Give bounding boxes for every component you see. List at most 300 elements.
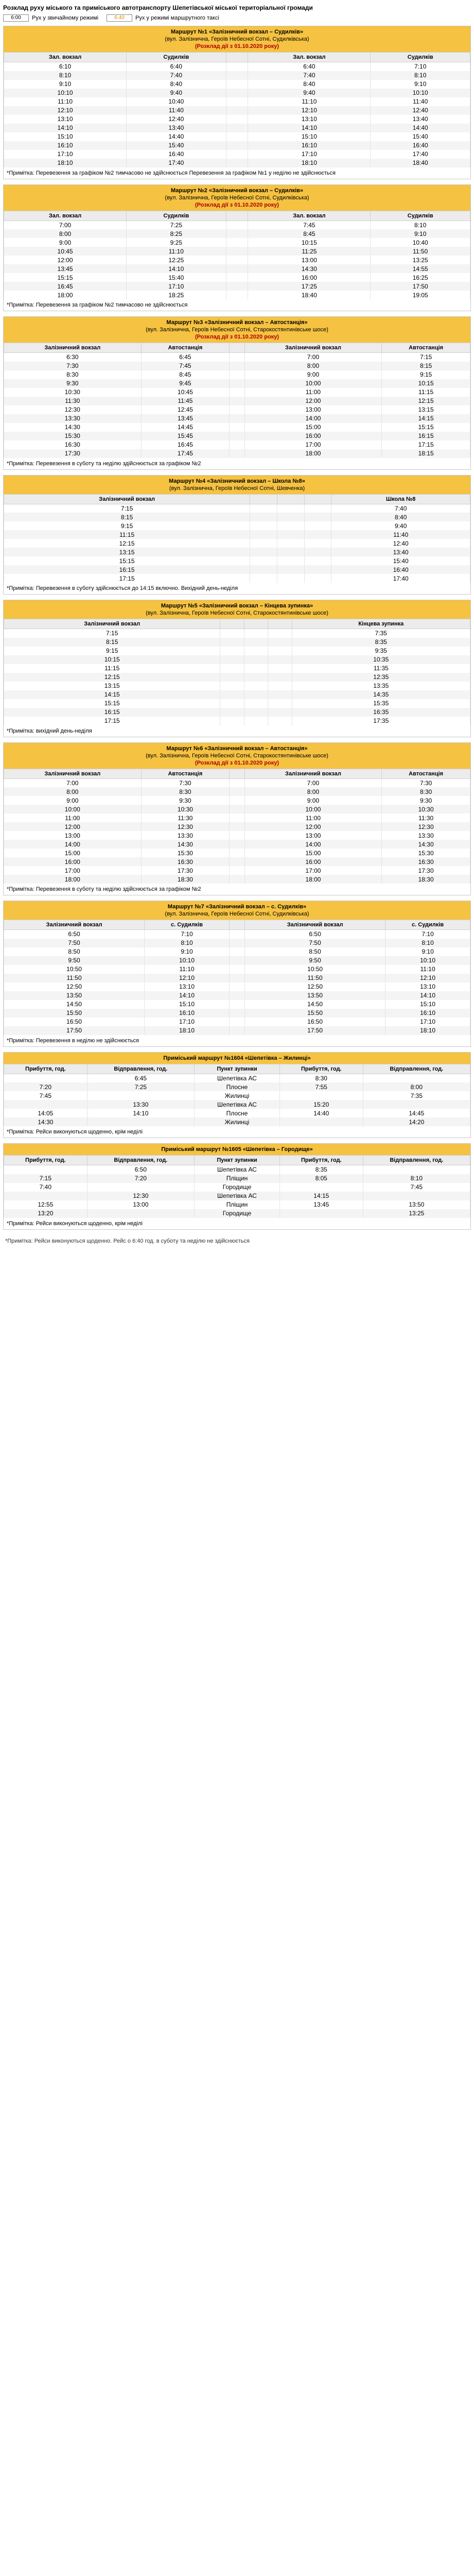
schedule-cell: [250, 521, 277, 530]
schedule-cell: 9:45: [141, 379, 230, 388]
schedule-cell: 12:40: [371, 106, 470, 115]
schedule-cell: 14:15: [382, 414, 470, 423]
schedule-cell: 8:30: [141, 787, 230, 796]
schedule-cell: 13:30: [4, 414, 142, 423]
schedule-cell: [277, 504, 304, 513]
schedule-cell: 14:50: [4, 1000, 145, 1009]
schedule-cell: 13:10: [145, 982, 230, 991]
route-path: (вул. Залізнична, Героїв Небесної Сотні, Старокостянтинівське шосе): [146, 610, 328, 616]
schedule-cell: [230, 353, 244, 362]
schedule-cell: 18:00: [244, 449, 382, 458]
schedule-cell: 12:30: [87, 1192, 194, 1200]
schedule-cell: 8:00: [4, 787, 142, 796]
schedule-cell: 7:30: [4, 362, 142, 370]
schedule-cell: [226, 282, 248, 291]
schedule-cell: [304, 548, 331, 556]
schedule-cell: 16:00: [4, 857, 142, 866]
schedule-cell: 7:35: [363, 1091, 470, 1100]
schedule-cell: 12:40: [127, 115, 226, 124]
schedule-cell: [229, 1026, 244, 1035]
schedule-cell: [229, 991, 244, 1000]
schedule-cell: 11:00: [244, 388, 382, 397]
schedule-cell: 12:30: [4, 405, 142, 414]
schedule-cell: 7:00: [244, 353, 382, 362]
schedule-cell: [277, 521, 304, 530]
schedule-cell: 6:30: [4, 353, 142, 362]
schedule-cell: 9:40: [331, 521, 470, 530]
schedule-cell: 11:00: [244, 814, 382, 822]
schedule-cell: 7:20: [4, 1082, 87, 1091]
schedule-cell: 15:15: [4, 556, 250, 565]
schedule-cell: 8:10: [145, 939, 230, 947]
schedule-cell: 8:25: [127, 229, 226, 238]
schedule-cell: 18:00: [4, 875, 142, 884]
legend-swatch-regular: 6:00: [3, 14, 29, 22]
schedule-table: [4, 619, 470, 725]
schedule-cell: [229, 1000, 244, 1009]
schedule-cell: 7:15: [382, 353, 470, 362]
schedule-cell: 14:10: [127, 264, 226, 273]
schedule-column-header: Зал. вокзал: [4, 53, 127, 62]
schedule-cell: 16:00: [248, 273, 371, 282]
schedule-cell: 10:10: [4, 89, 127, 97]
schedule-cell: 14:15: [4, 690, 220, 699]
schedule-cell: 7:10: [371, 62, 470, 71]
schedule-cell: 17:50: [245, 1026, 385, 1035]
schedule-cell: 12:15: [4, 539, 250, 548]
schedule-cell: [226, 221, 248, 229]
schedule-cell: 10:45: [141, 388, 230, 397]
schedule-cell: 12:00: [4, 256, 127, 264]
legend-label-regular: Рух у звичайному режимі: [32, 15, 99, 21]
schedule-cell: [244, 690, 268, 699]
schedule-cell: [244, 638, 268, 647]
schedule-cell: [304, 574, 331, 583]
schedule-cell: [277, 574, 304, 583]
schedule-row: [4, 1000, 470, 1009]
schedule-cell: 18:10: [4, 159, 127, 167]
schedule-column-header: [268, 619, 292, 629]
schedule-cell: 13:15: [4, 548, 250, 556]
schedule-row: [4, 965, 470, 974]
schedule-row: [4, 106, 470, 115]
schedule-cell: 13:00: [244, 405, 382, 414]
schedule-cell: 8:30: [279, 1074, 363, 1082]
schedule-row: [4, 565, 470, 574]
schedule-cell: 15:10: [248, 132, 371, 141]
schedule-cell: [226, 264, 248, 273]
schedule-column-header: [229, 920, 244, 930]
schedule-cell: [277, 539, 304, 548]
schedule-cell: [268, 664, 292, 673]
schedule-cell: 14:30: [382, 840, 470, 849]
schedule-cell: 14:10: [385, 991, 470, 1000]
schedule-cell: 16:50: [245, 1018, 385, 1026]
schedule-cell: 18:00: [244, 875, 382, 884]
schedule-cell: 8:35: [292, 638, 470, 647]
schedule-cell: 11:30: [382, 814, 470, 822]
schedule-cell: 16:25: [371, 273, 470, 282]
schedule-row: [4, 805, 470, 814]
route-block: [3, 475, 471, 595]
schedule-cell: 6:50: [87, 1165, 194, 1174]
schedule-row: [4, 1192, 470, 1200]
schedule-cell: 14:15: [279, 1192, 363, 1200]
schedule-column-header: Залізничний вокзал: [4, 769, 142, 778]
schedule-row: [4, 521, 470, 530]
schedule-cell: 6:50: [245, 930, 385, 939]
schedule-cell: 13:25: [371, 256, 470, 264]
schedule-cell: 9:15: [382, 370, 470, 379]
schedule-cell: 7:45: [4, 1091, 87, 1100]
schedule-row: [4, 115, 470, 124]
schedule-cell: [230, 362, 244, 370]
schedule-row: [4, 440, 470, 449]
schedule-row: [4, 97, 470, 106]
page-title: Розклад руху міського та приміського автотранспорту Шепетівської міської територіальної громади: [3, 4, 313, 11]
schedule-cell: [268, 699, 292, 708]
schedule-cell: 13:30: [141, 831, 230, 840]
schedule-cell: 9:35: [292, 647, 470, 655]
schedule-cell: [230, 432, 244, 440]
schedule-cell: 13:10: [385, 982, 470, 991]
schedule-cell: 17:45: [141, 449, 230, 458]
schedule-cell: [226, 124, 248, 132]
schedule-cell: [229, 965, 244, 974]
schedule-cell: [230, 778, 244, 787]
route-block: [3, 901, 471, 1047]
schedule-table: [4, 343, 470, 458]
schedule-row: [4, 1183, 470, 1192]
suburban-container: [3, 1052, 471, 1230]
schedule-row: [4, 1009, 470, 1018]
schedule-cell: [220, 717, 244, 725]
schedule-cell: 7:40: [127, 71, 226, 80]
schedule-cell: 14:05: [4, 1109, 87, 1117]
route-remark: *Примітка: вихідний день-неділя: [7, 727, 92, 734]
schedule-cell: [230, 405, 244, 414]
schedule-cell: [229, 1009, 244, 1018]
schedule-row: [4, 638, 470, 647]
schedule-row: [4, 814, 470, 822]
schedule-cell: 7:15: [4, 1174, 87, 1183]
schedule-cell: 10:40: [127, 97, 226, 106]
schedule-cell: 17:15: [4, 574, 250, 583]
schedule-row: [4, 1200, 470, 1209]
schedule-cell: [277, 556, 304, 565]
schedule-cell: 14:00: [4, 840, 142, 849]
schedule-row: [4, 778, 470, 787]
schedule-cell: 16:15: [382, 432, 470, 440]
legend-label-taxi: Рух у режимі маршрутного таксі: [135, 15, 219, 21]
schedule-cell: 9:30: [382, 796, 470, 805]
schedule-cell: Городище: [195, 1183, 280, 1192]
schedule-cell: 10:30: [382, 805, 470, 814]
schedule-cell: 11:15: [4, 664, 220, 673]
schedule-cell: 7:25: [127, 221, 226, 229]
schedule-cell: 8:30: [4, 370, 142, 379]
schedule-cell: 10:50: [4, 965, 145, 974]
schedule-cell: [226, 62, 248, 71]
schedule-cell: [230, 449, 244, 458]
schedule-column-header: [277, 494, 304, 504]
schedule-cell: [230, 370, 244, 379]
schedule-cell: [87, 1209, 194, 1218]
schedule-cell: 13:00: [248, 256, 371, 264]
schedule-cell: 17:30: [4, 449, 142, 458]
legend-swatch-taxi: 6:40: [107, 14, 132, 22]
schedule-cell: 13:25: [363, 1209, 470, 1218]
schedule-cell: 14:45: [141, 423, 230, 432]
schedule-column-header: с. Судилків: [385, 920, 470, 930]
schedule-cell: 14:10: [4, 124, 127, 132]
route-name: Маршрут №7 «Залізничний вокзал – с. Судилків»: [167, 904, 307, 910]
schedule-cell: 14:30: [4, 1117, 87, 1126]
legend-item-regular: [3, 14, 98, 22]
schedule-cell: [244, 655, 268, 664]
schedule-column-header: Судилків: [371, 53, 470, 62]
route-header: [4, 476, 470, 494]
schedule-cell: 15:30: [141, 849, 230, 857]
route-name: Маршрут №3 «Залізничний вокзал – Автостанція»: [166, 319, 308, 326]
schedule-row: [4, 141, 470, 150]
route-note: (Розклад дії з 01.10.2020 року): [195, 759, 279, 766]
schedule-cell: 13:20: [4, 1209, 87, 1218]
schedule-cell: [87, 1117, 194, 1126]
schedule-row: [4, 264, 470, 273]
schedule-cell: 17:10: [145, 1018, 230, 1026]
schedule-cell: 18:25: [127, 291, 226, 299]
schedule-row: [4, 574, 470, 583]
schedule-cell: 13:00: [244, 831, 382, 840]
schedule-column-header: [304, 494, 331, 504]
schedule-cell: 15:15: [382, 423, 470, 432]
schedule-cell: 13:45: [279, 1200, 363, 1209]
schedule-cell: [230, 866, 244, 875]
schedule-row: [4, 822, 470, 831]
schedule-cell: [220, 699, 244, 708]
schedule-cell: 7:40: [248, 71, 371, 80]
schedule-row: [4, 974, 470, 982]
schedule-cell: [220, 629, 244, 638]
schedule-row: [4, 449, 470, 458]
schedule-cell: Плосне: [195, 1082, 280, 1091]
schedule-cell: 17:10: [248, 150, 371, 159]
schedule-cell: 18:00: [4, 291, 127, 299]
schedule-cell: 8:00: [4, 229, 127, 238]
schedule-row: [4, 370, 470, 379]
schedule-row: [4, 796, 470, 805]
schedule-column-header: Зал. вокзал: [248, 53, 371, 62]
schedule-cell: 11:40: [127, 106, 226, 115]
schedule-cell: 11:30: [141, 814, 230, 822]
schedule-cell: Городище: [195, 1209, 280, 1218]
route-remark: *Примітка: Перевезення за графіком №2 тимчасово не здійснюється Перевезення за графіком №1 у неділю не здійснюється: [7, 170, 336, 176]
schedule-cell: [220, 655, 244, 664]
schedule-cell: Шепетівка АС: [195, 1100, 280, 1109]
schedule-cell: [230, 397, 244, 405]
schedule-cell: 13:45: [4, 264, 127, 273]
schedule-cell: 15:40: [331, 556, 470, 565]
schedule-cell: [230, 875, 244, 884]
schedule-cell: [250, 530, 277, 539]
schedule-column-header: Автостанція: [141, 769, 230, 778]
schedule-row: [4, 629, 470, 638]
route-header: [4, 1144, 470, 1155]
schedule-cell: 8:10: [363, 1174, 470, 1183]
schedule-cell: 6:45: [87, 1074, 194, 1082]
schedule-row: [4, 256, 470, 264]
schedule-cell: [268, 682, 292, 690]
schedule-row: [4, 787, 470, 796]
schedule-cell: 13:40: [331, 548, 470, 556]
schedule-column-header: Залізничний вокзал: [4, 619, 220, 629]
schedule-cell: [230, 379, 244, 388]
schedule-header-row: [4, 1156, 470, 1165]
schedule-cell: [230, 849, 244, 857]
schedule-header-row: [4, 619, 470, 629]
schedule-cell: 13:45: [141, 414, 230, 423]
schedule-cell: 7:00: [4, 221, 127, 229]
schedule-cell: 13:10: [4, 115, 127, 124]
schedule-cell: [304, 530, 331, 539]
schedule-cell: [226, 89, 248, 97]
schedule-cell: 7:50: [245, 939, 385, 947]
schedule-cell: 13:30: [87, 1100, 194, 1109]
schedule-row: [4, 273, 470, 282]
schedule-row: [4, 699, 470, 708]
schedule-cell: [277, 565, 304, 574]
schedule-cell: 7:40: [331, 504, 470, 513]
schedule-column-header: Автостанція: [382, 343, 470, 353]
schedule-cell: [229, 947, 244, 956]
schedule-cell: 12:50: [4, 982, 145, 991]
schedule-cell: 15:15: [4, 273, 127, 282]
schedule-cell: 11:35: [292, 664, 470, 673]
schedule-cell: 9:30: [141, 796, 230, 805]
schedule-column-header: Зал. вокзал: [248, 211, 371, 221]
schedule-column-header: Залізничний вокзал: [245, 920, 385, 930]
schedule-row: [4, 362, 470, 370]
schedule-row: [4, 655, 470, 664]
schedule-cell: [226, 132, 248, 141]
schedule-cell: 14:30: [4, 423, 142, 432]
schedule-cell: 14:10: [248, 124, 371, 132]
schedule-cell: 8:10: [371, 221, 470, 229]
schedule-cell: [250, 539, 277, 548]
schedule-cell: 7:15: [4, 504, 250, 513]
route-path: (вул. Залізнична, Героїв Небесної Сотні, Судилківська): [165, 911, 309, 917]
schedule-column-header: Прибуття, год.: [4, 1156, 87, 1165]
schedule-cell: Пліщин: [195, 1200, 280, 1209]
schedule-row: [4, 1074, 470, 1082]
schedule-cell: 16:10: [385, 1009, 470, 1018]
schedule-cell: 7:45: [248, 221, 371, 229]
schedule-cell: [87, 1183, 194, 1192]
schedule-cell: [250, 513, 277, 521]
schedule-cell: 14:30: [141, 840, 230, 849]
schedule-cell: 6:50: [4, 930, 145, 939]
route-remark: *Примітка: Перевезення в суботу та неділю здійснюється за графіком №2: [7, 460, 201, 467]
schedule-cell: 9:50: [245, 956, 385, 965]
schedule-cell: 12:30: [141, 822, 230, 831]
schedule-column-header: Прибуття, год.: [279, 1156, 363, 1165]
schedule-column-header: Кінцева зупинка: [292, 619, 470, 629]
schedule-cell: 17:40: [127, 159, 226, 167]
schedule-row: [4, 247, 470, 256]
schedule-cell: 8:45: [141, 370, 230, 379]
schedule-table: [4, 1064, 470, 1127]
schedule-cell: [244, 647, 268, 655]
schedule-row: [4, 947, 470, 956]
schedule-cell: [268, 673, 292, 682]
schedule-cell: 8:05: [279, 1174, 363, 1183]
schedule-cell: 15:30: [4, 432, 142, 440]
schedule-cell: 10:35: [292, 655, 470, 664]
schedule-cell: [250, 574, 277, 583]
schedule-cell: 12:15: [382, 397, 470, 405]
schedule-cell: 17:50: [371, 282, 470, 291]
schedule-row: [4, 866, 470, 875]
schedule-cell: [229, 982, 244, 991]
schedule-column-header: Прибуття, год.: [279, 1064, 363, 1074]
schedule-row: [4, 664, 470, 673]
schedule-cell: 8:15: [4, 638, 220, 647]
schedule-row: [4, 80, 470, 89]
schedule-cell: 11:15: [4, 530, 250, 539]
schedule-row: [4, 647, 470, 655]
route-name: Приміський маршрут №1605 «Шепетівка – Городище»: [161, 1146, 313, 1153]
schedule-cell: 11:10: [385, 965, 470, 974]
schedule-cell: [268, 629, 292, 638]
schedule-cell: 15:00: [244, 423, 382, 432]
schedule-row: [4, 504, 470, 513]
schedule-cell: 6:40: [248, 62, 371, 71]
schedule-cell: 10:30: [4, 388, 142, 397]
schedule-row: [4, 939, 470, 947]
schedule-cell: 17:10: [4, 150, 127, 159]
schedule-cell: 11:15: [382, 388, 470, 397]
schedule-cell: 12:30: [382, 822, 470, 831]
schedule-cell: 12:00: [244, 822, 382, 831]
schedule-cell: 17:10: [127, 282, 226, 291]
route-path: (вул. Залізнична, Героїв Небесної Сотні, Старокостянтинівське шосе): [146, 327, 328, 333]
schedule-cell: [226, 150, 248, 159]
schedule-cell: 9:30: [4, 379, 142, 388]
schedule-cell: [250, 556, 277, 565]
schedule-cell: 18:10: [248, 159, 371, 167]
schedule-row: [4, 432, 470, 440]
schedule-cell: [230, 787, 244, 796]
schedule-table: [4, 52, 470, 167]
route-name: Маршрут №6 «Залізничний вокзал – Автостанція»: [166, 745, 308, 752]
schedule-cell: 16:45: [141, 440, 230, 449]
schedule-cell: 15:10: [4, 132, 127, 141]
schedule-cell: 7:15: [4, 629, 220, 638]
route-note: (Розклад дії з 01.10.2020 року): [195, 334, 279, 340]
schedule-row: [4, 89, 470, 97]
schedule-cell: 12:10: [248, 106, 371, 115]
schedule-header-row: [4, 343, 470, 353]
route-name: Маршрут №2 «Залізничний вокзал – Судилків»: [170, 187, 304, 194]
schedule-row: [4, 1082, 470, 1091]
schedule-cell: [277, 530, 304, 539]
schedule-cell: 17:00: [244, 440, 382, 449]
schedule-cell: 8:00: [363, 1082, 470, 1091]
schedule-cell: 16:40: [127, 150, 226, 159]
schedule-cell: [4, 1165, 87, 1174]
schedule-cell: [220, 647, 244, 655]
